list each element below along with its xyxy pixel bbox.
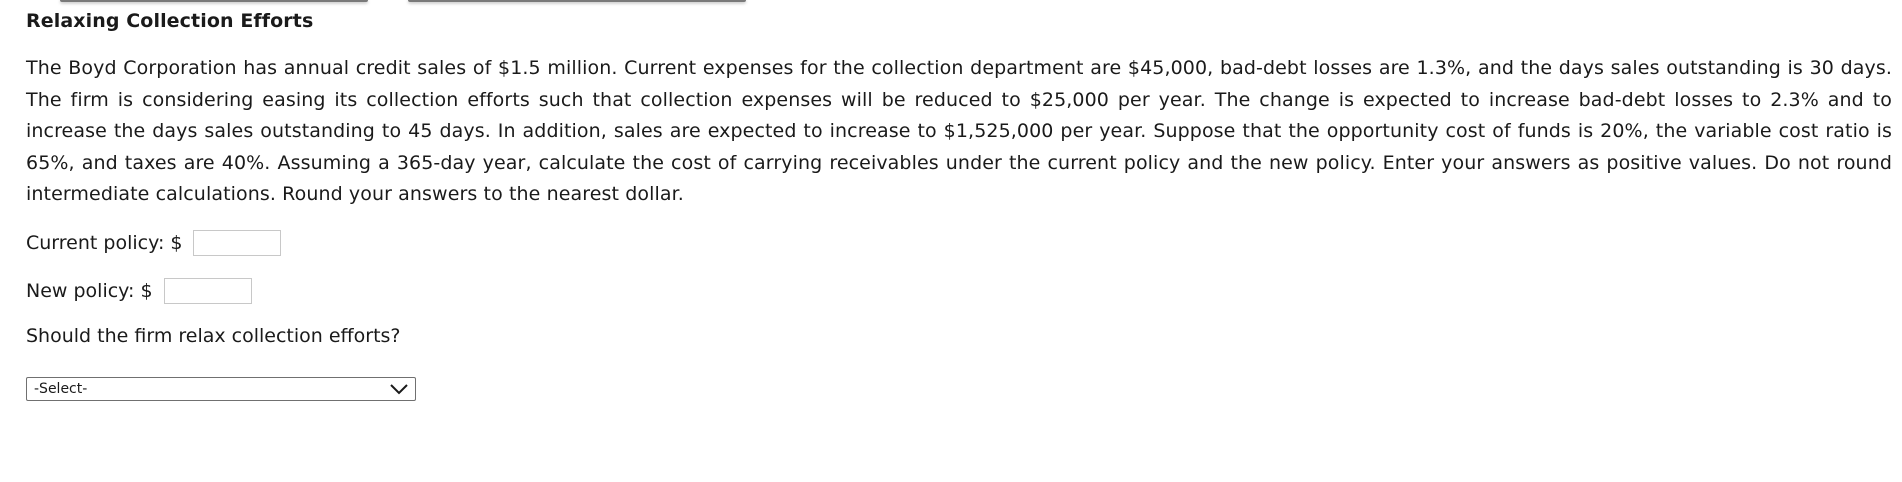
current-policy-label: Current policy: $ — [26, 232, 183, 254]
relax-select-value: -Select- — [34, 381, 88, 397]
relax-select[interactable] — [26, 377, 416, 401]
relax-question: Should the firm relax collection efforts? — [26, 325, 401, 347]
chevron-down-icon — [389, 382, 409, 396]
tab-edge-left — [60, 0, 368, 2]
new-policy-row — [26, 276, 252, 306]
current-policy-row — [26, 228, 281, 258]
problem-title: Relaxing Collection Efforts — [26, 10, 314, 32]
tab-edge-right — [408, 0, 746, 2]
new-policy-input[interactable] — [164, 278, 252, 304]
current-policy-input[interactable] — [193, 230, 281, 256]
problem-text: The Boyd Corporation has annual credit sales of $1.5 million. Current expenses for the collection department are $45,000, bad-debt losses are 1.3%, and the days sales outstanding is 30 days. The firm is considering easing its collection efforts such that collection expenses will be reduced to $25,000 per year. The change is expected to increase bad-debt losses to 2.3% and to increase the days sales outstanding to 45 days. In addition, sales are expected to increase to $1,525,000 per year. Suppose that the opportunity cost of funds is 20%, the variable cost ratio is 65%, and taxes are 40%. Assuming a 365-day year, calculate the cost of carrying receivables under the current policy and the new policy. Enter your answers as positive values. Do not round intermediate calculations. Round your answers to the nearest dollar. — [26, 57, 1892, 205]
new-policy-label: New policy: $ — [26, 280, 153, 302]
